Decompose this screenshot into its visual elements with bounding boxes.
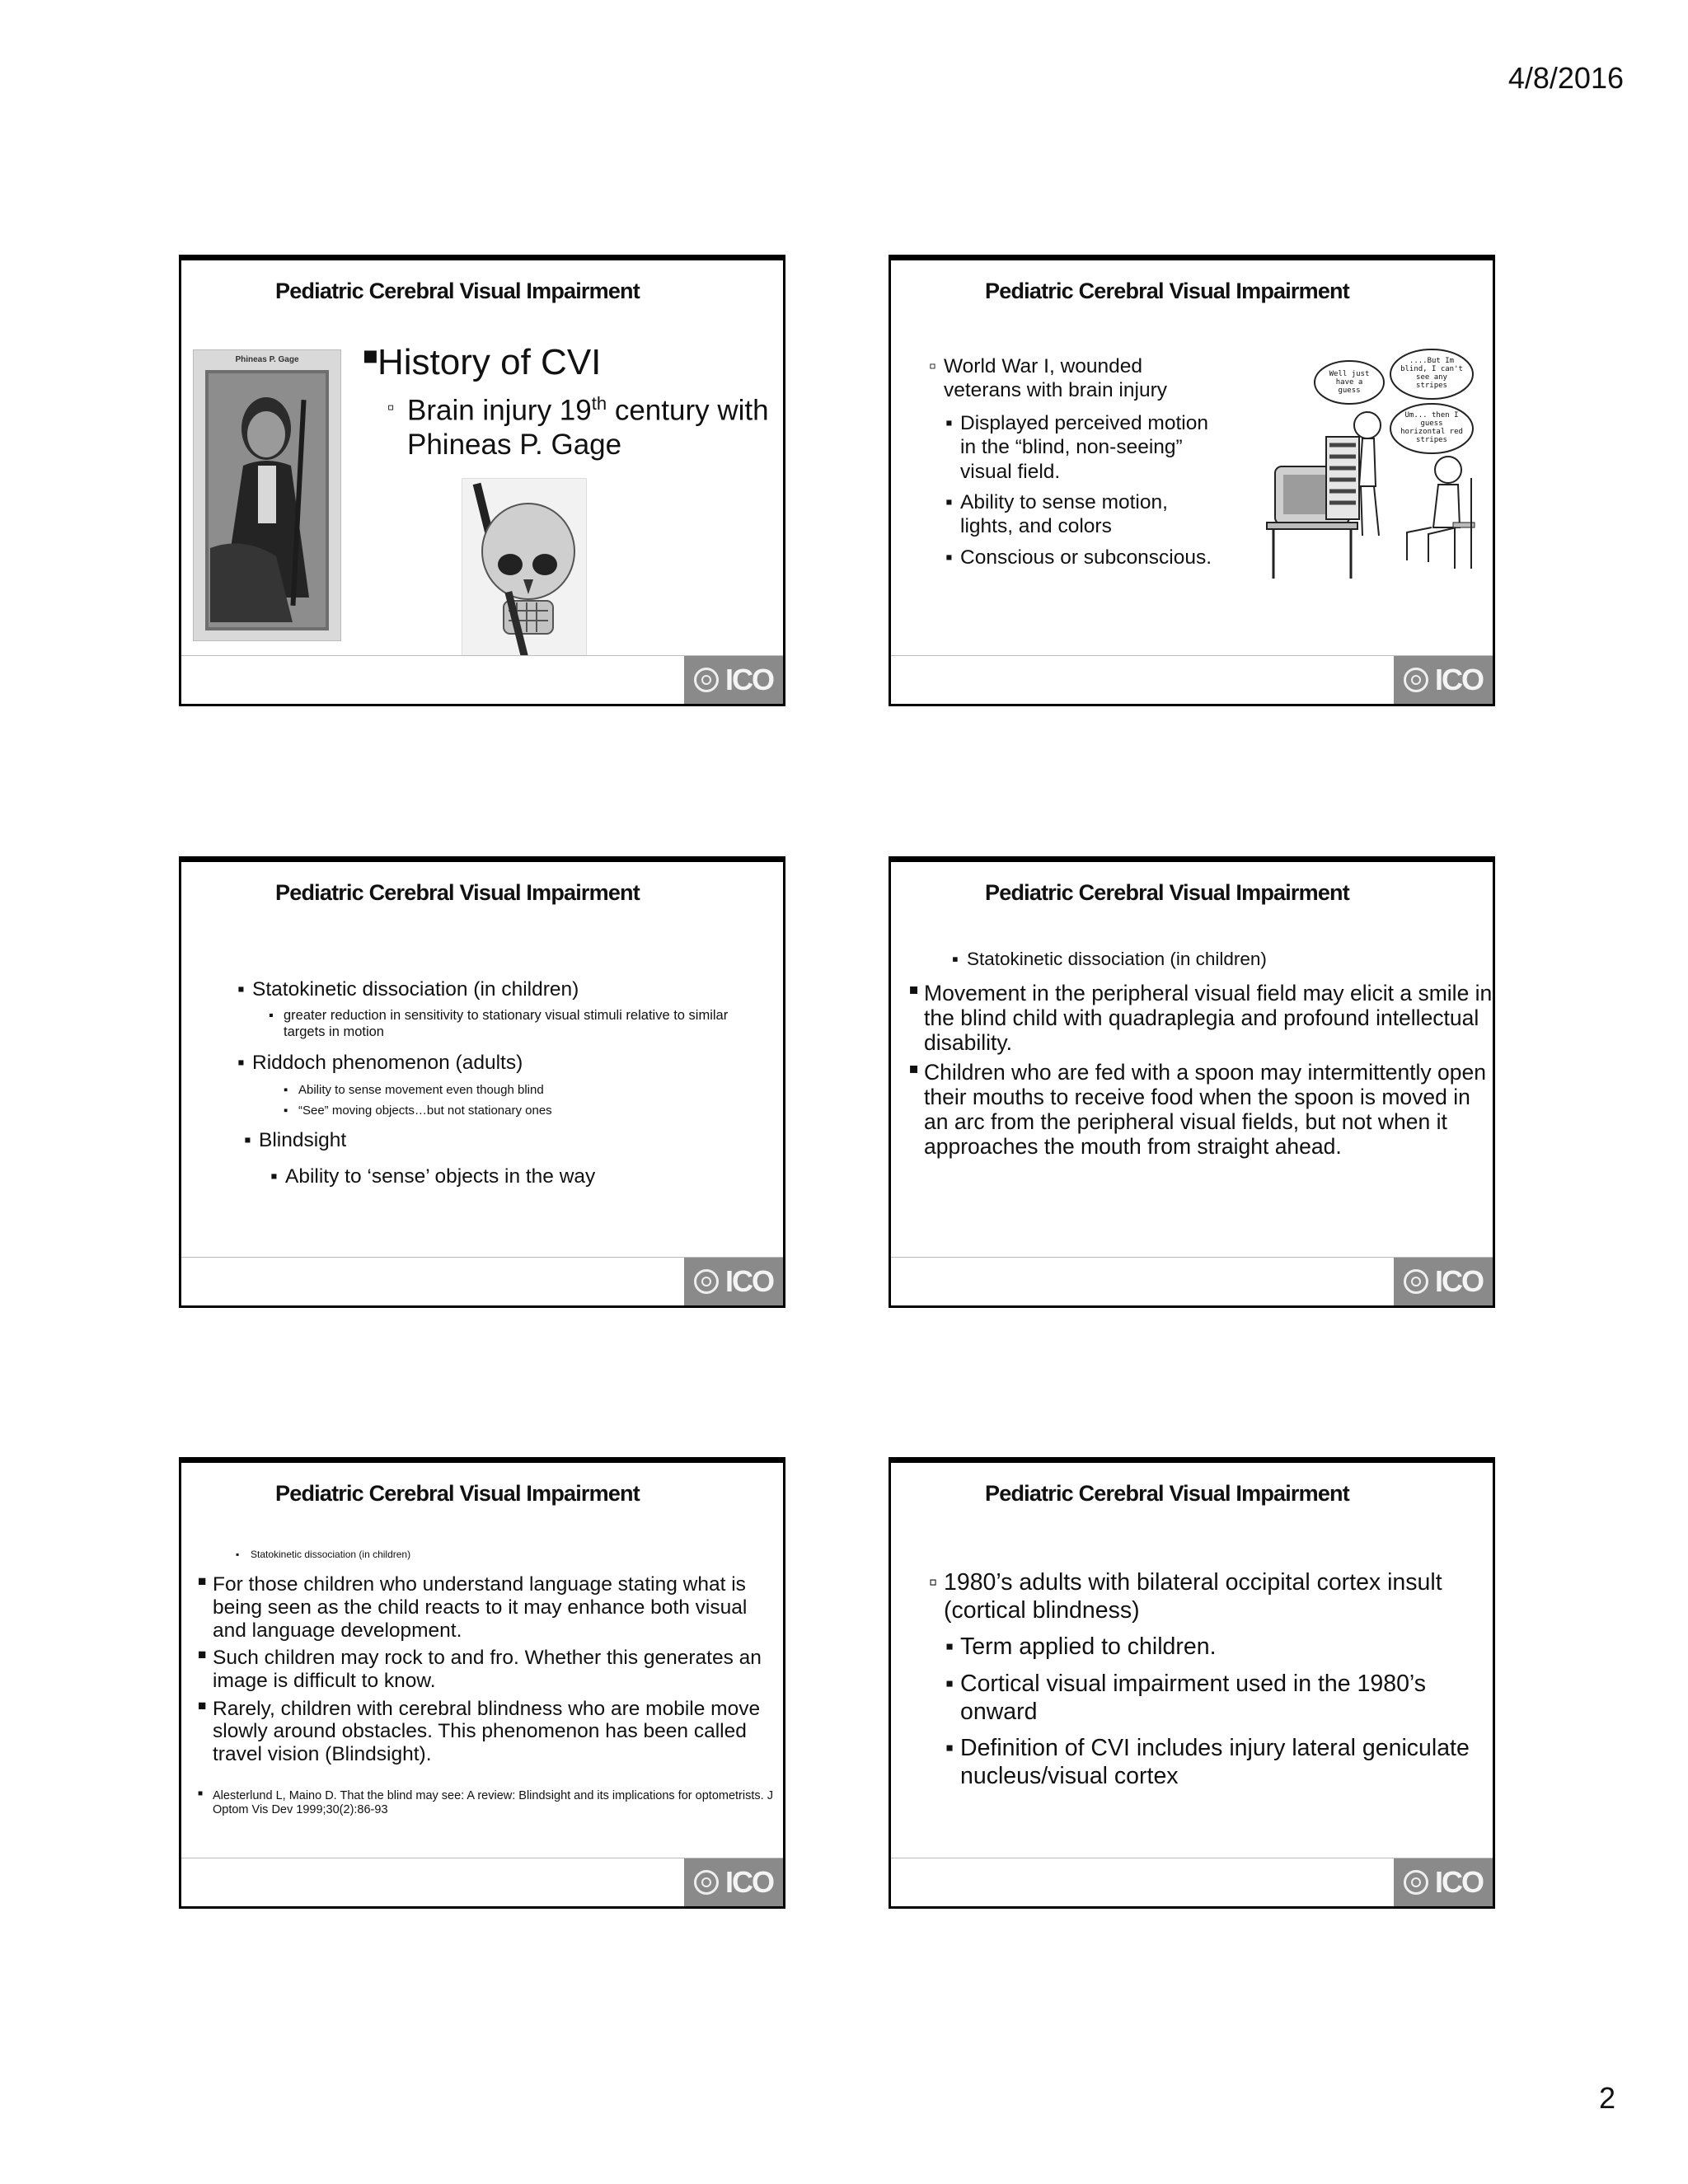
seal-icon (1404, 1870, 1428, 1895)
slide-title: Pediatric Cerebral Visual Impairment (985, 279, 1349, 303)
statokinetic-lead: ▪ Statokinetic dissociation (in children) (967, 948, 1493, 970)
skull-illustration (462, 478, 587, 666)
slide-footer (891, 655, 1493, 704)
slide-4 (889, 856, 1495, 1308)
ww1-lead: ▫ World War I, wounded veterans with brain injury (944, 354, 1224, 403)
gage-text-sup: th (591, 392, 607, 414)
slide-2-text (944, 354, 1224, 569)
logo-text: ICO (1434, 1865, 1483, 1899)
ico-logo (684, 1258, 783, 1305)
seal-icon (1404, 668, 1428, 692)
slide-5-text (213, 1549, 781, 1818)
riddoch-item: ▪ Riddoch phenomenon (adults) (252, 1051, 763, 1075)
slide-title: Pediatric Cerebral Visual Impairment (275, 1481, 640, 1506)
slide-title: Pediatric Cerebral Visual Impairment (985, 880, 1349, 905)
statokinetic-sub: ▪ greater reduction in sensitivity to stationary visual stimuli relative to similar targets in motion (284, 1008, 763, 1041)
language-item: ■ Such children may rock to and fro. Whether this generates an image is difficult to know. (213, 1647, 781, 1692)
seal-icon (694, 1870, 719, 1895)
cvi-1980s-lead: ▫ 1980’s adults with bilateral occipital cortex insult (cortical blindness) (944, 1568, 1488, 1624)
slide-title: Pediatric Cerebral Visual Impairment (275, 279, 640, 303)
gage-subitem: ▫ Brain injury 19th century with Phineas P. Gage (387, 392, 769, 462)
ico-logo (1394, 1258, 1493, 1305)
logo-text: ICO (1434, 663, 1483, 696)
cvi-1980s-item: ▪ Term applied to children. (960, 1633, 1488, 1661)
slide-footer (181, 1858, 783, 1906)
slide-footer (891, 1858, 1493, 1906)
slide-3-text (252, 977, 763, 1188)
peripheral-item: ■ Movement in the peripheral visual field may elicit a smile in the blind child with quadraplegia and profound intellectual disability. (924, 982, 1493, 1056)
slide-1-text (353, 341, 773, 462)
phineas-gage-photo (193, 349, 341, 641)
page-number: 2 (1598, 2081, 1615, 2115)
ww1-item: ▪ Conscious or subconscious. (960, 546, 1224, 569)
reference-item: ■ Alesterlund L, Maino D. That the blind may see: A review: Blindsight and its implications for optometrists. J Optom Vis Dev 1999;30(2):86-93 (213, 1789, 781, 1818)
statokinetic-item: ▪ Statokinetic dissociation (in children) (252, 977, 763, 1001)
ww1-item: ▪ Ability to sense motion, lights, and colors (960, 490, 1224, 539)
logo-text: ICO (724, 663, 773, 696)
slide-title: Pediatric Cerebral Visual Impairment (275, 880, 640, 905)
cartoon-bubble-1: Well just have a guess (1329, 370, 1370, 395)
slide-1 (179, 255, 785, 706)
cvi-1980s-item: ▪ Definition of CVI includes injury lateral geniculate nucleus/visual cortex (960, 1734, 1488, 1790)
seal-icon (1404, 1269, 1428, 1294)
slide-3 (179, 856, 785, 1308)
statokinetic-lead: ▪ Statokinetic dissociation (in children) (251, 1549, 781, 1560)
slide-2 (889, 255, 1495, 706)
ico-logo (684, 1858, 783, 1906)
ico-logo (1394, 656, 1493, 704)
peripheral-item: ■ Children who are fed with a spoon may intermittently open their mouths to receive food when the spoon is moved in an arc from the peripheral visual fields, but not when it approaches the mouth from straight ahead. (924, 1061, 1493, 1160)
cvi-1980s-item: ▪ Cortical visual impairment used in the 1980’s onward (960, 1670, 1488, 1726)
blindsight-item: ▪ Blindsight (259, 1128, 763, 1152)
seal-icon (694, 668, 719, 692)
slide-6-text (944, 1568, 1488, 1790)
slide-5 (179, 1457, 785, 1909)
ico-logo (684, 656, 783, 704)
ww1-item: ▪ Displayed perceived motion in the “blind, non-seeing” visual field. (960, 411, 1224, 484)
slide-footer (891, 1257, 1493, 1305)
language-item: ■ Rarely, children with cerebral blindness who are mobile move slowly around obstacles. This phenomenon has been called travel vision (Blindsight). (213, 1698, 781, 1766)
gage-text-post: century with Phineas P. Gage (407, 394, 769, 462)
blindsight-cartoon (1259, 346, 1483, 582)
cartoon-bubble-3: Um... then I guess horizontal red stripes (1400, 411, 1463, 444)
logo-text: ICO (724, 1865, 773, 1899)
seal-icon (694, 1269, 719, 1294)
logo-text: ICO (1434, 1264, 1483, 1298)
slide-footer (181, 655, 783, 704)
slide-6 (889, 1457, 1495, 1909)
gage-text-pre: Brain injury 19 (407, 394, 592, 427)
riddoch-sub: ▪ “See” moving objects…but not stationary ones (298, 1104, 763, 1118)
language-item: ■ For those children who understand language stating what is being seen as the child reacts to it may enhance both visual and language development. (213, 1573, 781, 1642)
ico-logo (1394, 1858, 1493, 1906)
cartoon-bubble-2: ....But Im blind, I can't see any stripes (1400, 357, 1463, 390)
riddoch-sub: ▪ Ability to sense movement even though blind (298, 1083, 763, 1098)
photo-caption: Phineas P. Gage (235, 355, 299, 364)
page-date: 4/8/2016 (1507, 61, 1624, 95)
logo-text: ICO (724, 1264, 773, 1298)
slide-footer (181, 1257, 783, 1305)
slide-title: Pediatric Cerebral Visual Impairment (985, 1481, 1349, 1506)
slide-4-text (924, 948, 1493, 1160)
history-heading: ■ History of CVI (377, 341, 773, 385)
blindsight-sub: ▪ Ability to ‘sense’ objects in the way (285, 1165, 763, 1188)
